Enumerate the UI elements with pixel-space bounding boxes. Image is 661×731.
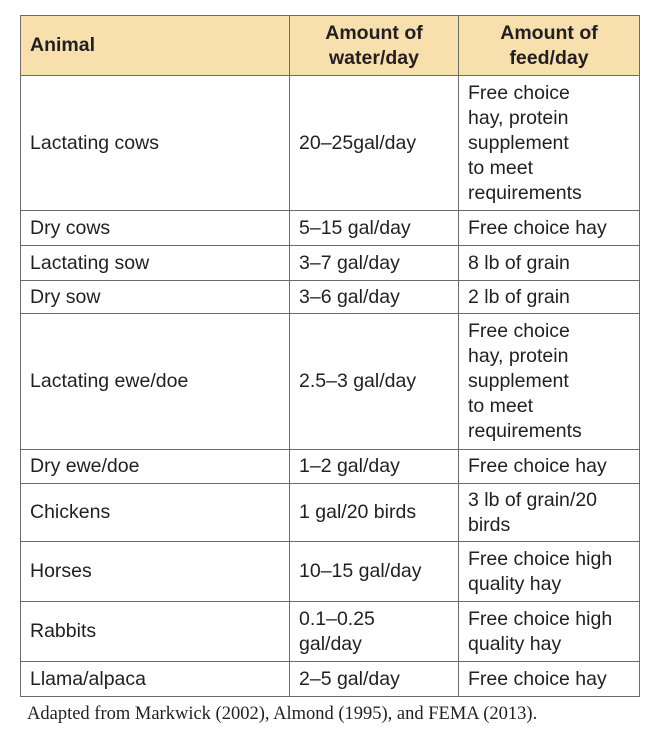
table-row — [21, 602, 640, 662]
cell-feed-line: supplement — [468, 370, 569, 392]
cell-water — [290, 662, 459, 697]
cell-feed — [459, 76, 640, 211]
cell-feed — [459, 246, 640, 281]
cell-water-line: 10–15 gal/day — [299, 560, 422, 582]
cell-water-line: gal/day — [299, 632, 362, 655]
cell-water — [290, 281, 459, 314]
cell-water — [290, 76, 459, 211]
cell-water — [290, 211, 459, 246]
cell-feed-line: Free choice hay — [468, 455, 607, 477]
cell-animal: Dry sow — [21, 281, 290, 314]
cell-water-line: 5–15 gal/day — [299, 216, 411, 239]
cell-feed — [459, 450, 640, 484]
header-feed — [459, 16, 640, 76]
cell-feed — [459, 211, 640, 246]
cell-feed-line: to meet — [468, 395, 534, 417]
header-animal: Animal — [21, 16, 290, 76]
table-header — [21, 16, 640, 76]
cell-water — [290, 246, 459, 281]
cell-animal: Dry ewe/doe — [21, 450, 290, 484]
cell-water — [290, 542, 459, 602]
table-row — [21, 542, 640, 602]
cell-animal: Lactating ewe/doe — [21, 314, 290, 450]
cell-feed-line: Free choice hay — [468, 667, 607, 690]
cell-water-line: 1–2 gal/day — [299, 455, 400, 477]
cell-feed-line: hay, protein — [468, 345, 569, 367]
cell-feed — [459, 542, 640, 602]
cell-animal: Dry cows — [21, 211, 290, 246]
cell-animal: Horses — [21, 542, 290, 602]
table-row — [21, 450, 640, 484]
table-row — [21, 314, 640, 450]
cell-water — [290, 484, 459, 542]
cell-water-line: 0.1–0.25 — [299, 607, 375, 630]
cell-water — [290, 314, 459, 450]
cell-feed — [459, 602, 640, 662]
cell-animal: Lactating sow — [21, 246, 290, 281]
cell-feed-line: hay, protein — [468, 106, 569, 129]
animal-water-feed-table — [20, 15, 639, 697]
cell-animal: Chickens — [21, 484, 290, 542]
header-water-line: Amount of — [325, 21, 423, 44]
cell-feed-line: Free choice hay — [468, 216, 607, 239]
cell-animal: Llama/alpaca — [21, 662, 290, 697]
table-row — [21, 76, 640, 211]
header-row — [21, 16, 640, 76]
cell-feed-line: to meet — [468, 156, 534, 179]
cell-water-line: 3–6 gal/day — [299, 285, 400, 308]
table-caption: Adapted from Markwick (2002), Almond (1995), and FEMA (2013). — [27, 704, 538, 724]
cell-animal: Rabbits — [21, 602, 290, 662]
cell-water-line: 1 gal/20 birds — [299, 501, 417, 523]
cell-feed-line: 3 lb of grain/20 — [468, 488, 598, 511]
cell-feed — [459, 662, 640, 697]
cell-feed — [459, 484, 640, 542]
cell-feed-line: quality hay — [468, 572, 562, 595]
table-row — [21, 211, 640, 246]
cell-water — [290, 450, 459, 484]
table-row — [21, 662, 640, 697]
table-row — [21, 281, 640, 314]
data-table — [20, 15, 640, 697]
cell-feed-line: requirements — [468, 420, 582, 442]
cell-feed-line: Free choice high — [468, 607, 613, 630]
table-row — [21, 484, 640, 542]
cell-feed-line: 2 lb of grain — [468, 285, 570, 308]
header-feed-line: feed/day — [509, 46, 589, 69]
header-water — [290, 16, 459, 76]
cell-feed-line: birds — [468, 513, 511, 536]
cell-animal: Lactating cows — [21, 76, 290, 211]
cell-water — [290, 602, 459, 662]
header-water-line: water/day — [329, 46, 419, 69]
cell-water-line: 2.5–3 gal/day — [299, 370, 417, 392]
cell-feed-line: Free choice high — [468, 547, 613, 570]
header-feed-line: Amount of — [500, 21, 598, 44]
cell-water-line: 3–7 gal/day — [299, 251, 400, 274]
cell-feed-line: requirements — [468, 181, 582, 204]
table-row — [21, 246, 640, 281]
cell-feed — [459, 314, 640, 450]
table-body — [21, 76, 640, 697]
cell-feed-line: Free choice — [468, 320, 570, 342]
cell-feed-line: supplement — [468, 131, 569, 154]
cell-feed-line: 8 lb of grain — [468, 251, 570, 274]
cell-water-line: 20–25gal/day — [299, 131, 417, 154]
cell-feed — [459, 281, 640, 314]
cell-feed-line: quality hay — [468, 632, 562, 655]
cell-water-line: 2–5 gal/day — [299, 667, 400, 690]
cell-feed-line: Free choice — [468, 81, 570, 104]
